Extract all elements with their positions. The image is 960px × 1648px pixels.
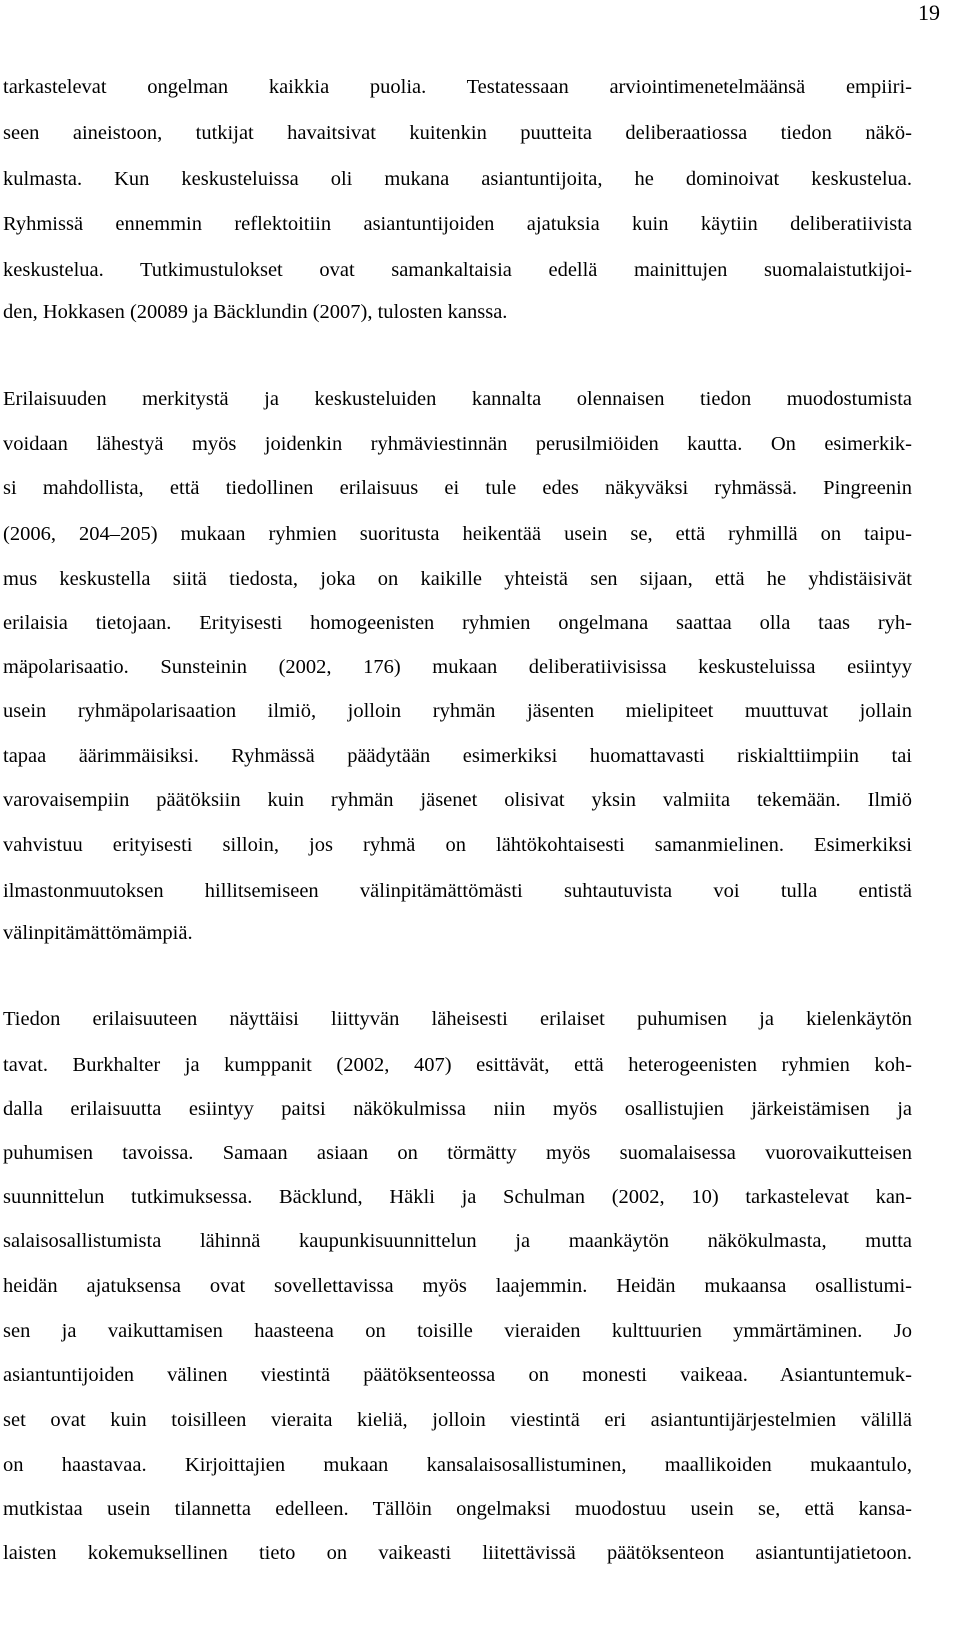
text-line: erilaisia tietojaan. Erityisesti homogeenisten ryhmien ongelmana saattaa olla taas ryh- (3, 612, 912, 634)
text-line: mäpolarisaatio. Sunsteinin (2002, 176) mukaan deliberatiivisissa keskusteluissa esiintyy (3, 656, 912, 678)
text-line: on haastavaa. Kirjoittajien mukaan kansalaisosallistuminen, maallikoiden mukaantulo, (3, 1454, 912, 1476)
text-line: suunnittelun tutkimuksessa. Bäcklund, Häkli ja Schulman (2002, 10) tarkastelevat kan- (3, 1186, 912, 1208)
text-line: välinpitämättömämpiä. (3, 922, 193, 944)
text-line: seen aineistoon, tutkijat havaitsivat kuitenkin puutteita deliberaatiossa tiedon näkö- (3, 122, 912, 144)
text-line: ilmastonmuutoksen hillitsemiseen välinpitämättömästi suhtautuvista voi tulla entistä (3, 880, 912, 902)
text-line: mutkistaa usein tilannetta edelleen. Tällöin ongelmaksi muodostuu usein se, että kansa- (3, 1498, 912, 1520)
text-line: salaisosallistumista lähinnä kaupunkisuunnittelun ja maankäytön näkökulmasta, mutta (3, 1230, 912, 1252)
text-line: tapaa äärimmäisiksi. Ryhmässä päädytään esimerkiksi huomattavasti riskialttiimpiin tai (3, 745, 912, 767)
text-line: keskustelua. Tutkimustulokset ovat samankaltaisia edellä mainittujen suomalaistutkijoi- (3, 259, 912, 281)
text-line: Erilaisuuden merkitystä ja keskusteluiden kannalta olennaisen tiedon muodostumista (3, 388, 912, 410)
text-line: kulmasta. Kun keskusteluissa oli mukana asiantuntijoita, he dominoivat keskustelua. (3, 168, 912, 190)
text-line: heidän ajatuksensa ovat sovellettavissa myös laajemmin. Heidän mukaansa osallistumi- (3, 1275, 912, 1297)
text-line: vahvistuu erityisesti silloin, jos ryhmä on lähtökohtaisesti samanmielinen. Esimerkiksi (3, 834, 912, 856)
text-line: mus keskustella siitä tiedosta, joka on kaikille yhteistä sen sijaan, että he yhdistäisivät (3, 568, 912, 590)
text-line: tarkastelevat ongelman kaikkia puolia. Testatessaan arviointimenetelmäänsä empiiri- (3, 76, 912, 98)
text-line: tavat. Burkhalter ja kumppanit (2002, 407) esittävät, että heterogeenisten ryhmien koh- (3, 1054, 912, 1076)
text-line: si mahdollista, että tiedollinen erilaisuus ei tule edes näkyväksi ryhmässä. Pingreenin (3, 477, 912, 499)
text-line: asiantuntijoiden välinen viestintä päätöksenteossa on monesti vaikeaa. Asiantuntemuk- (3, 1364, 912, 1386)
text-line: usein ryhmäpolarisaation ilmiö, jolloin ryhmän jäsenten mielipiteet muuttuvat jollain (3, 700, 912, 722)
text-line: Ryhmissä ennemmin reflektoitiin asiantuntijoiden ajatuksia kuin käytiin deliberatiivista (3, 213, 912, 235)
text-line: set ovat kuin toisilleen vieraita kieliä, jolloin viestintä eri asiantuntijärjestelmien välillä (3, 1409, 912, 1431)
text-line: puhumisen tavoissa. Samaan asiaan on törmätty myös suomalaisessa vuorovaikutteisen (3, 1142, 912, 1164)
page-number: 19 (918, 0, 940, 25)
text-line: varovaisempiin päätöksiin kuin ryhmän jäsenet olisivat yksin valmiita tekemään. Ilmiö (3, 789, 912, 811)
text-line: sen ja vaikuttamisen haasteena on toisille vieraiden kulttuurien ymmärtäminen. Jo (3, 1320, 912, 1342)
text-line: dalla erilaisuutta esiintyy paitsi näkökulmissa niin myös osallistujien järkeistämisen ja (3, 1098, 912, 1120)
text-line: (2006, 204–205) mukaan ryhmien suoritusta heikentää usein se, että ryhmillä on taipu- (3, 523, 912, 545)
text-line: voidaan lähestyä myös joidenkin ryhmäviestinnän perusilmiöiden kautta. On esimerkik- (3, 433, 912, 455)
text-line: laisten kokemuksellinen tieto on vaikeasti liitettävissä päätöksenteon asiantuntijatietoon. (3, 1542, 912, 1564)
text-line: den, Hokkasen (20089 ja Bäcklundin (2007), tulosten kanssa. (3, 301, 508, 323)
text-line: Tiedon erilaisuuteen näyttäisi liittyvän läheisesti erilaiset puhumisen ja kielenkäytön (3, 1008, 912, 1030)
